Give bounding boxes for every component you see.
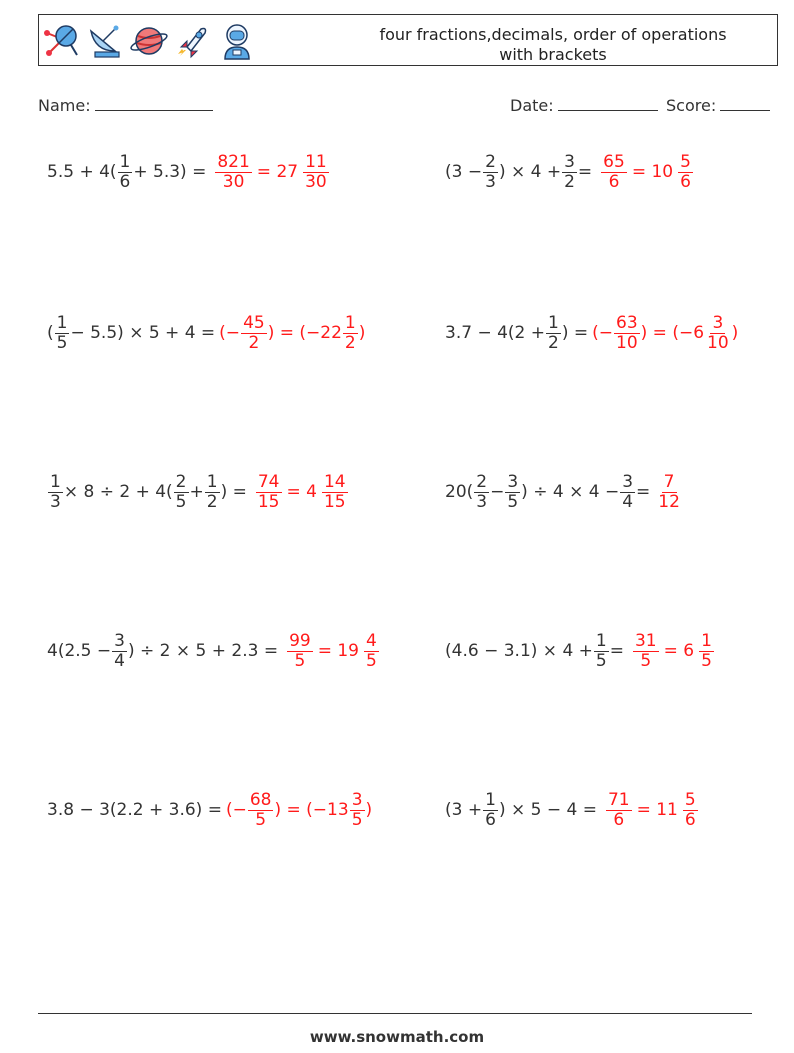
fraction: $\frac{2}{5}$ bbox=[175, 471, 187, 512]
header-icons bbox=[41, 18, 257, 64]
planet-icon bbox=[129, 21, 169, 61]
problem-text: 5.5 + 4( bbox=[47, 162, 117, 182]
answer-text: ) = (−22 bbox=[267, 323, 342, 343]
answer-text: = 6 bbox=[663, 641, 695, 661]
problem-5 bbox=[47, 462, 349, 522]
answer-fraction: $\frac{31}{5}$ bbox=[634, 630, 657, 671]
score-line[interactable] bbox=[720, 94, 770, 111]
problem-1 bbox=[47, 142, 330, 202]
problem-4 bbox=[445, 303, 738, 363]
answer-fraction: $\frac{7}{12}$ bbox=[658, 471, 680, 512]
title-line-2: with brackets bbox=[499, 45, 607, 64]
answer-mixed-fraction: $\frac{1}{2}$ bbox=[344, 312, 356, 353]
name-field[interactable] bbox=[38, 94, 213, 115]
problem-text: ) ÷ 2 × 5 + 2.3 = bbox=[127, 641, 279, 661]
score-field[interactable] bbox=[666, 94, 770, 115]
answer-mixed-fraction: $\frac{5}{6}$ bbox=[680, 151, 691, 192]
fraction: $\frac{3}{2}$ bbox=[564, 151, 575, 192]
satellite-dish-icon bbox=[85, 21, 125, 61]
answer-text: (− bbox=[225, 800, 247, 820]
answer-mixed-fraction: $\frac{14}{15}$ bbox=[323, 471, 346, 512]
answer-mixed-fraction: $\frac{4}{5}$ bbox=[366, 630, 377, 671]
fraction: $\frac{1}{6}$ bbox=[485, 789, 496, 830]
problem-text: 3.7 − 4(2 + bbox=[445, 323, 545, 343]
problem-text: + bbox=[189, 482, 204, 502]
fraction: $\frac{3}{4}$ bbox=[114, 630, 125, 671]
answer-fraction: $\frac{63}{10}$ bbox=[616, 312, 638, 353]
fraction: $\frac{2}{3}$ bbox=[485, 151, 496, 192]
problem-text: 3.8 − 3(2.2 + 3.6) = bbox=[47, 800, 222, 820]
answer-text: ) = (−6 bbox=[640, 323, 705, 343]
title-line-1: four fractions,decimals, order of operations bbox=[379, 25, 727, 44]
rocket-icon bbox=[173, 21, 213, 61]
answer-fraction: $\frac{74}{15}$ bbox=[257, 471, 280, 512]
problem-text: (4.6 − 3.1) × 4 + bbox=[445, 641, 593, 661]
problem-text: = bbox=[609, 641, 624, 661]
score-label: Score: bbox=[666, 96, 717, 115]
problem-text: ) = bbox=[561, 323, 589, 343]
name-label: Name: bbox=[38, 96, 91, 115]
date-field[interactable] bbox=[510, 94, 658, 115]
footer-url[interactable]: www.snowmath.com bbox=[309, 1028, 485, 1046]
problem-text: + 5.3) = bbox=[133, 162, 207, 182]
worksheet-header bbox=[38, 14, 778, 66]
problem-9 bbox=[47, 780, 372, 840]
answer-text: = 11 bbox=[636, 800, 678, 820]
fraction: $\frac{3}{4}$ bbox=[622, 471, 634, 512]
problem-8 bbox=[445, 621, 715, 681]
fraction: $\frac{2}{3}$ bbox=[476, 471, 488, 512]
answer-text: = 19 bbox=[317, 641, 359, 661]
problem-2 bbox=[445, 142, 694, 202]
problem-text: (3 + bbox=[445, 800, 483, 820]
date-line[interactable] bbox=[558, 94, 658, 111]
answer-fraction: $\frac{99}{5}$ bbox=[289, 630, 311, 671]
problem-text: − 5.5) × 5 + 4 = bbox=[70, 323, 216, 343]
problem-text: = bbox=[577, 162, 593, 182]
fraction: $\frac{1}{5}$ bbox=[56, 312, 68, 353]
problem-10 bbox=[445, 780, 699, 840]
fraction: $\frac{1}{2}$ bbox=[206, 471, 218, 512]
answer-mixed-fraction: $\frac{3}{5}$ bbox=[351, 789, 363, 830]
answer-fraction: $\frac{71}{6}$ bbox=[607, 789, 630, 830]
problem-text: × 8 ÷ 2 + 4( bbox=[63, 482, 173, 502]
problem-text: − bbox=[490, 482, 505, 502]
answer-text: = 4 bbox=[286, 482, 317, 502]
answer-text: (− bbox=[592, 323, 613, 343]
answer-text: ) bbox=[731, 323, 739, 343]
answer-mixed-fraction: $\frac{11}{30}$ bbox=[305, 151, 327, 192]
answer-text: ) bbox=[358, 323, 366, 343]
answer-fraction: $\frac{65}{6}$ bbox=[603, 151, 625, 192]
answer-fraction: $\frac{45}{2}$ bbox=[243, 312, 265, 353]
fraction: $\frac{1}{6}$ bbox=[119, 151, 131, 192]
problem-text: (3 − bbox=[445, 162, 483, 182]
worksheet-title bbox=[343, 25, 763, 65]
problem-text: ) × 4 + bbox=[498, 162, 562, 182]
fraction: $\frac{1}{2}$ bbox=[548, 312, 559, 353]
answer-mixed-fraction: $\frac{3}{10}$ bbox=[707, 312, 729, 353]
problem-text: 20( bbox=[445, 482, 474, 502]
answer-text: ) = (−13 bbox=[274, 800, 349, 820]
answer-mixed-fraction: $\frac{5}{6}$ bbox=[684, 789, 696, 830]
answer-text: = 10 bbox=[631, 162, 674, 182]
answer-mixed-fraction: $\frac{1}{5}$ bbox=[701, 630, 712, 671]
answer-fraction: $\frac{821}{30}$ bbox=[217, 151, 250, 192]
problem-text: ) = bbox=[220, 482, 247, 502]
fraction: $\frac{1}{5}$ bbox=[595, 630, 607, 671]
answer-text: ) bbox=[365, 800, 373, 820]
astronaut-icon bbox=[217, 21, 257, 61]
date-label: Date: bbox=[510, 96, 554, 115]
problem-text: ) ÷ 4 × 4 − bbox=[521, 482, 620, 502]
answer-fraction: $\frac{68}{5}$ bbox=[249, 789, 272, 830]
problem-text: = bbox=[636, 482, 651, 502]
problem-3 bbox=[47, 303, 365, 363]
answer-text: (− bbox=[219, 323, 241, 343]
satellite-icon bbox=[41, 21, 81, 61]
problem-text: 4(2.5 − bbox=[47, 641, 112, 661]
name-line[interactable] bbox=[95, 94, 213, 111]
answer-text: = 27 bbox=[256, 162, 299, 182]
footer-divider bbox=[38, 1013, 752, 1014]
problem-text: ) × 5 − 4 = bbox=[498, 800, 597, 820]
fraction: $\frac{1}{3}$ bbox=[50, 471, 61, 512]
problem-6 bbox=[445, 462, 683, 522]
problem-text: ( bbox=[47, 323, 54, 343]
fraction: $\frac{3}{5}$ bbox=[507, 471, 519, 512]
problem-7 bbox=[47, 621, 380, 681]
